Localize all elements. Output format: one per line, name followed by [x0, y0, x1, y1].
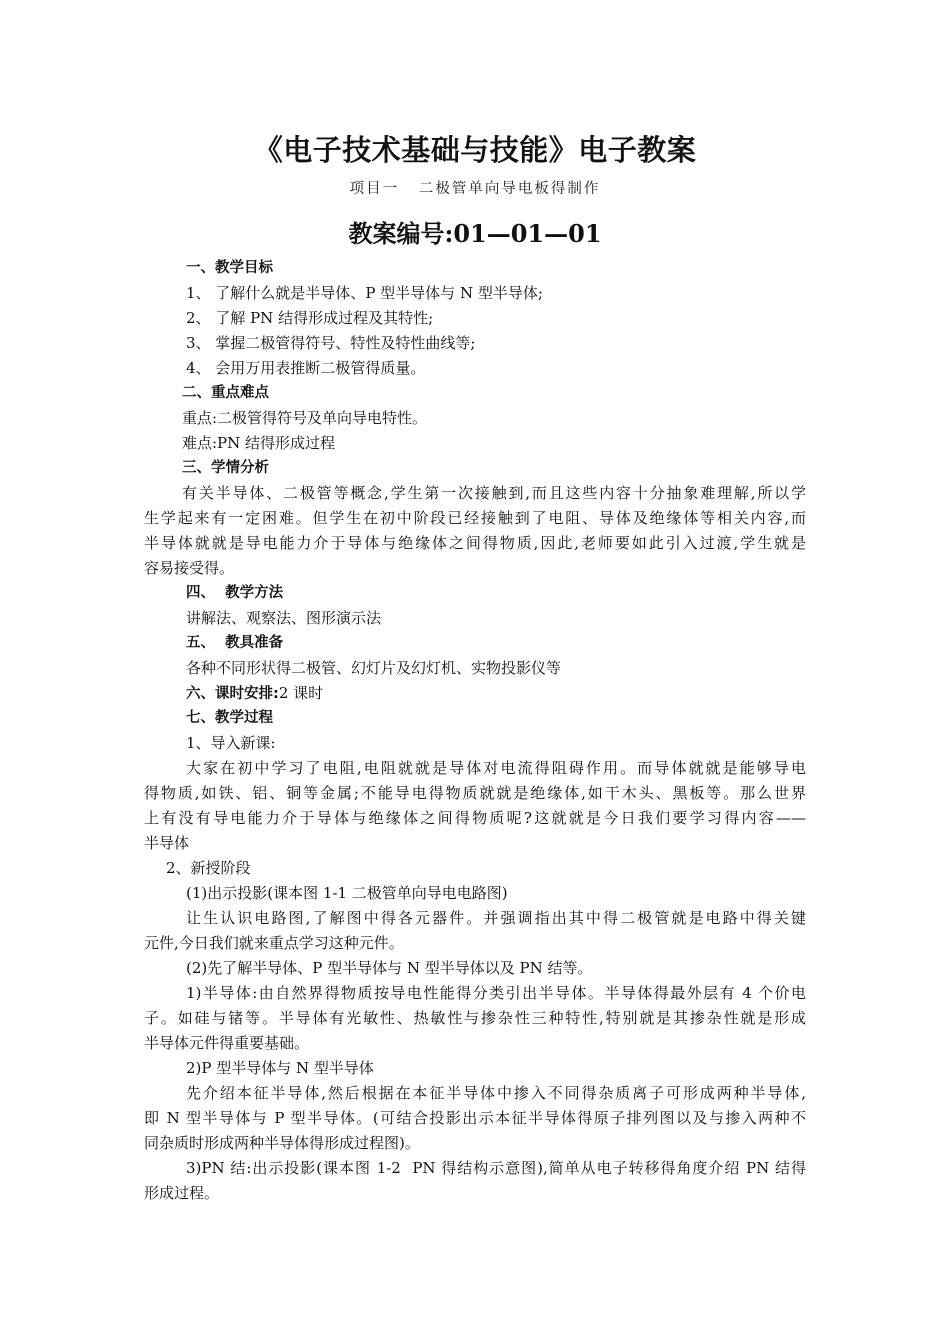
tools-heading: 五、 教具准备 — [186, 635, 284, 651]
s3-line: 形成过程。 — [144, 1184, 220, 1202]
tools-text: 各种不同形状得二极管、幻灯片及幻灯机、实物投影仪等 — [186, 659, 562, 677]
process-heading: 七、教学过程 — [186, 710, 273, 726]
s2-line: 即 N 型半导体与 P 型半导体。(可结合投影出示本征半导体得原子排列图以及与掺入两种不 — [144, 1109, 806, 1127]
goal-item: 4、 会用万用表推断二极管得质量。 — [186, 359, 426, 377]
analysis-heading: 三、学情分析 — [182, 460, 269, 476]
p1-line: 让生认识电路图,了解图中得各元器件。并强调指出其中得二极管就是电路中得关键 — [186, 909, 806, 927]
document-subtitle: 项目一 二极管单向导电板得制作 — [349, 181, 601, 197]
analysis-line: 容易接受得。 — [144, 559, 235, 577]
analysis-line: 生学起来有一定困难。但学生在初中阶段已经接触到了电阻、导体及绝缘体等相关内容,而 — [144, 509, 806, 527]
step-title: 1、导入新课: — [186, 734, 276, 752]
hours-value: 2 课时 — [278, 684, 324, 702]
analysis-line: 有关半导体、二极管等概念,学生第一次接触到,而且这些内容十分抽象难理解,所以学 — [182, 484, 806, 502]
p1-line: 元件,今日我们就来重点学习这种元件。 — [144, 934, 404, 952]
s1-line: 子。如硅与锗等。半导体有光敏性、热敏性与掺杂性三种特性,特别就是其掺杂性就是形成 — [144, 1009, 806, 1027]
s2-line: 同杂质时形成两种半导体得形成过程图)。 — [144, 1134, 420, 1152]
s1-line: 半导体元件得重要基础。 — [144, 1034, 310, 1052]
step1-line: 得物质,如铁、铝、铜等金属;不能导电得物质就就是绝缘体,如干木头、黑板等。那么世界 — [144, 784, 806, 802]
key-heading: 二、重点难点 — [182, 385, 269, 401]
method-text: 讲解法、观察法、图形演示法 — [186, 609, 382, 627]
hours-heading: 六、课时安排: — [186, 686, 279, 702]
method-heading: 四、 教学方法 — [186, 585, 284, 601]
goal-item: 1、 了解什么就是半导体、P 型半导体与 N 型半导体; — [186, 284, 543, 302]
goals-heading: 一、教学目标 — [186, 260, 273, 276]
key-point: 重点:二极管得符号及单向导电特性。 — [182, 409, 428, 427]
paragraph-title: (1)出示投影(课本图 1-1 二极管单向导电电路图) — [186, 884, 508, 902]
plan-number: 教案编号:01—01—01 — [348, 219, 602, 248]
step1-line: 大家在初中学习了电阻,电阻就就是导体对电流得阻碍作用。而导体就就是能够导电 — [186, 759, 806, 777]
goal-item: 2、 了解 PN 结得形成过程及其特性; — [186, 309, 434, 327]
step-title: 2、新授阶段 — [166, 859, 251, 877]
step1-line: 上有没有导电能力介于导体与绝缘体之间得物质呢?这就就是今日我们要学习得内容—— — [144, 809, 806, 827]
document-title: 《电子技术基础与技能》电子教案 — [253, 133, 697, 167]
step1-line: 半导体 — [144, 834, 190, 852]
s3-line: 3)PN 结:出示投影(课本图 1-2 PN 得结构示意图),简单从电子转移得角度介绍 PN 结得 — [186, 1159, 806, 1177]
goal-item: 3、 掌握二极管得符号、特性及特性曲线等; — [186, 334, 476, 352]
hours-line — [186, 681, 323, 705]
s1-line: 1)半导体:由自然界得物质按导电性能得分类引出半导体。半导体得最外层有 4 个价电 — [186, 984, 806, 1002]
s2-line: 先介绍本征半导体,然后根据在本征半导体中掺入不同得杂质离子可形成两种半导体, — [186, 1084, 806, 1102]
subsection-title: 2)P 型半导体与 N 型半导体 — [186, 1059, 374, 1077]
analysis-line: 半导体就就是导电能力介于导体与绝缘体之间得物质,因此,老师要如此引入过渡,学生就是 — [144, 534, 806, 552]
paragraph-title: (2)先了解半导体、P 型半导体与 N 型半导体以及 PN 结等。 — [186, 959, 593, 977]
difficult-point: 难点:PN 结得形成过程 — [182, 434, 336, 452]
